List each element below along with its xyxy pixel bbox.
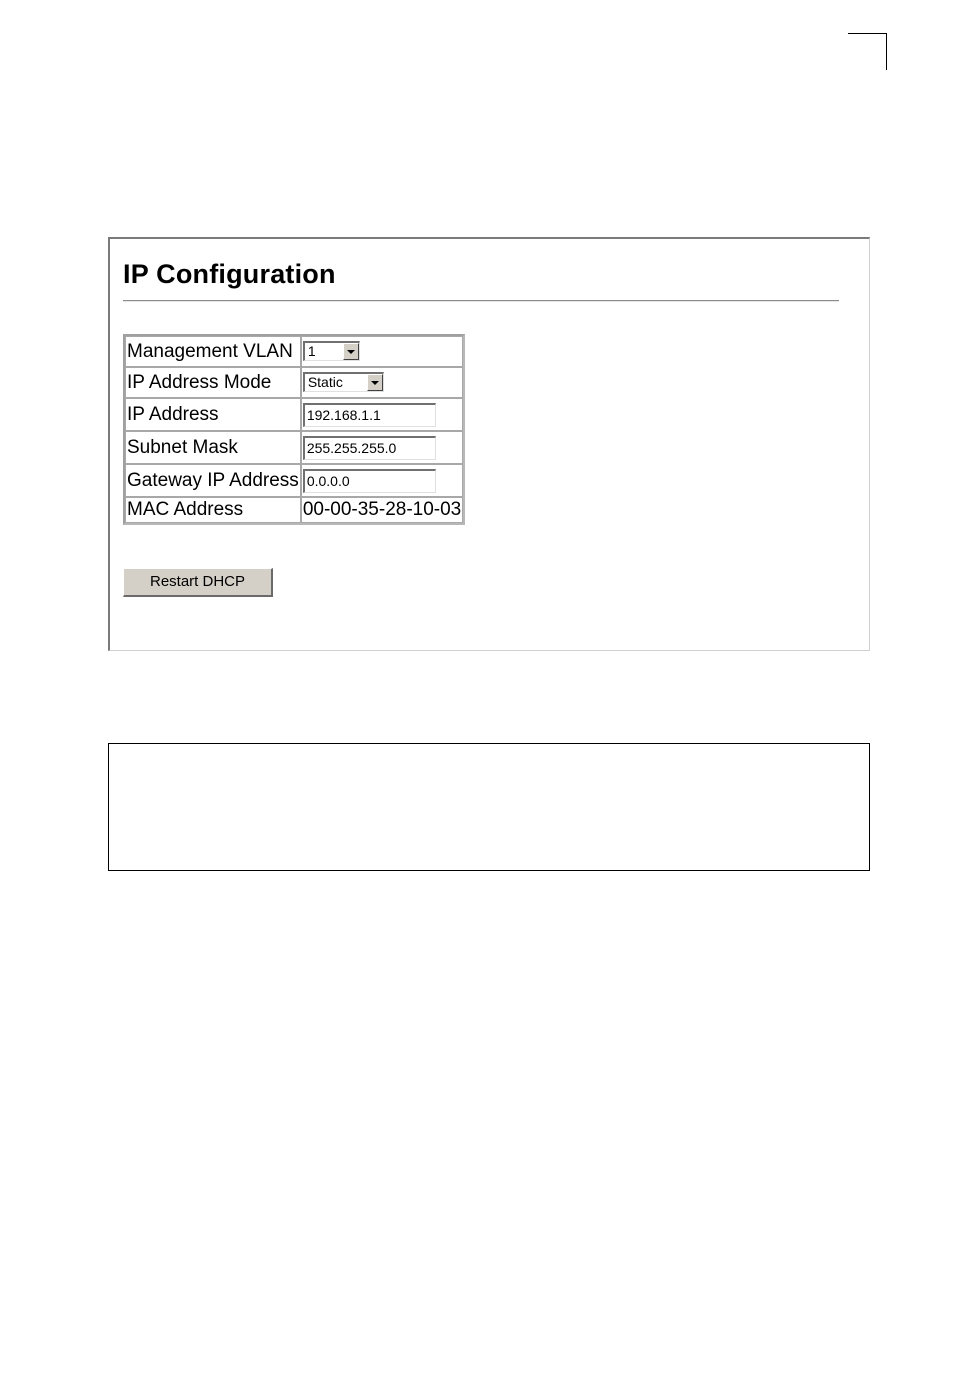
management-vlan-cell bbox=[301, 336, 463, 367]
ip-address-mode-select[interactable] bbox=[303, 372, 384, 392]
ip-address-input[interactable] bbox=[303, 403, 436, 427]
ip-address-mode-dropdown-button[interactable] bbox=[367, 374, 383, 391]
title-divider bbox=[123, 300, 839, 302]
ip-address-mode-cell bbox=[301, 367, 463, 398]
restart-dhcp-button[interactable]: Restart DHCP bbox=[123, 568, 273, 597]
ip-config-table bbox=[123, 334, 465, 525]
gateway-ip-address-label: Gateway IP Address bbox=[125, 464, 301, 497]
management-vlan-dropdown-button[interactable] bbox=[343, 343, 359, 360]
subnet-mask-label: Subnet Mask bbox=[125, 431, 301, 464]
table-row bbox=[125, 497, 463, 523]
subnet-mask-cell bbox=[301, 431, 463, 464]
management-vlan-select[interactable] bbox=[303, 341, 360, 361]
chevron-down-icon bbox=[371, 381, 379, 385]
management-vlan-selected-value: 1 bbox=[307, 343, 316, 360]
mac-address-label: MAC Address bbox=[125, 497, 301, 523]
management-vlan-label: Management VLAN bbox=[125, 336, 301, 367]
ip-address-mode-label: IP Address Mode bbox=[125, 367, 301, 398]
table-row bbox=[125, 431, 463, 464]
crop-mark bbox=[848, 33, 887, 70]
table-row bbox=[125, 367, 463, 398]
subnet-mask-input[interactable] bbox=[303, 436, 436, 460]
table-row bbox=[125, 464, 463, 497]
table-row bbox=[125, 336, 463, 367]
page-title: IP Configuration bbox=[123, 259, 336, 289]
mac-address-value: 00-00-35-28-10-03 bbox=[301, 497, 463, 523]
chevron-down-icon bbox=[347, 350, 355, 354]
ip-address-mode-selected-value: Static bbox=[307, 374, 343, 391]
ip-address-label: IP Address bbox=[125, 398, 301, 431]
ip-address-cell bbox=[301, 398, 463, 431]
empty-note-box bbox=[108, 743, 870, 871]
table-row bbox=[125, 398, 463, 431]
ip-configuration-panel bbox=[108, 237, 870, 651]
gateway-ip-address-input[interactable] bbox=[303, 469, 436, 493]
gateway-ip-address-cell bbox=[301, 464, 463, 497]
